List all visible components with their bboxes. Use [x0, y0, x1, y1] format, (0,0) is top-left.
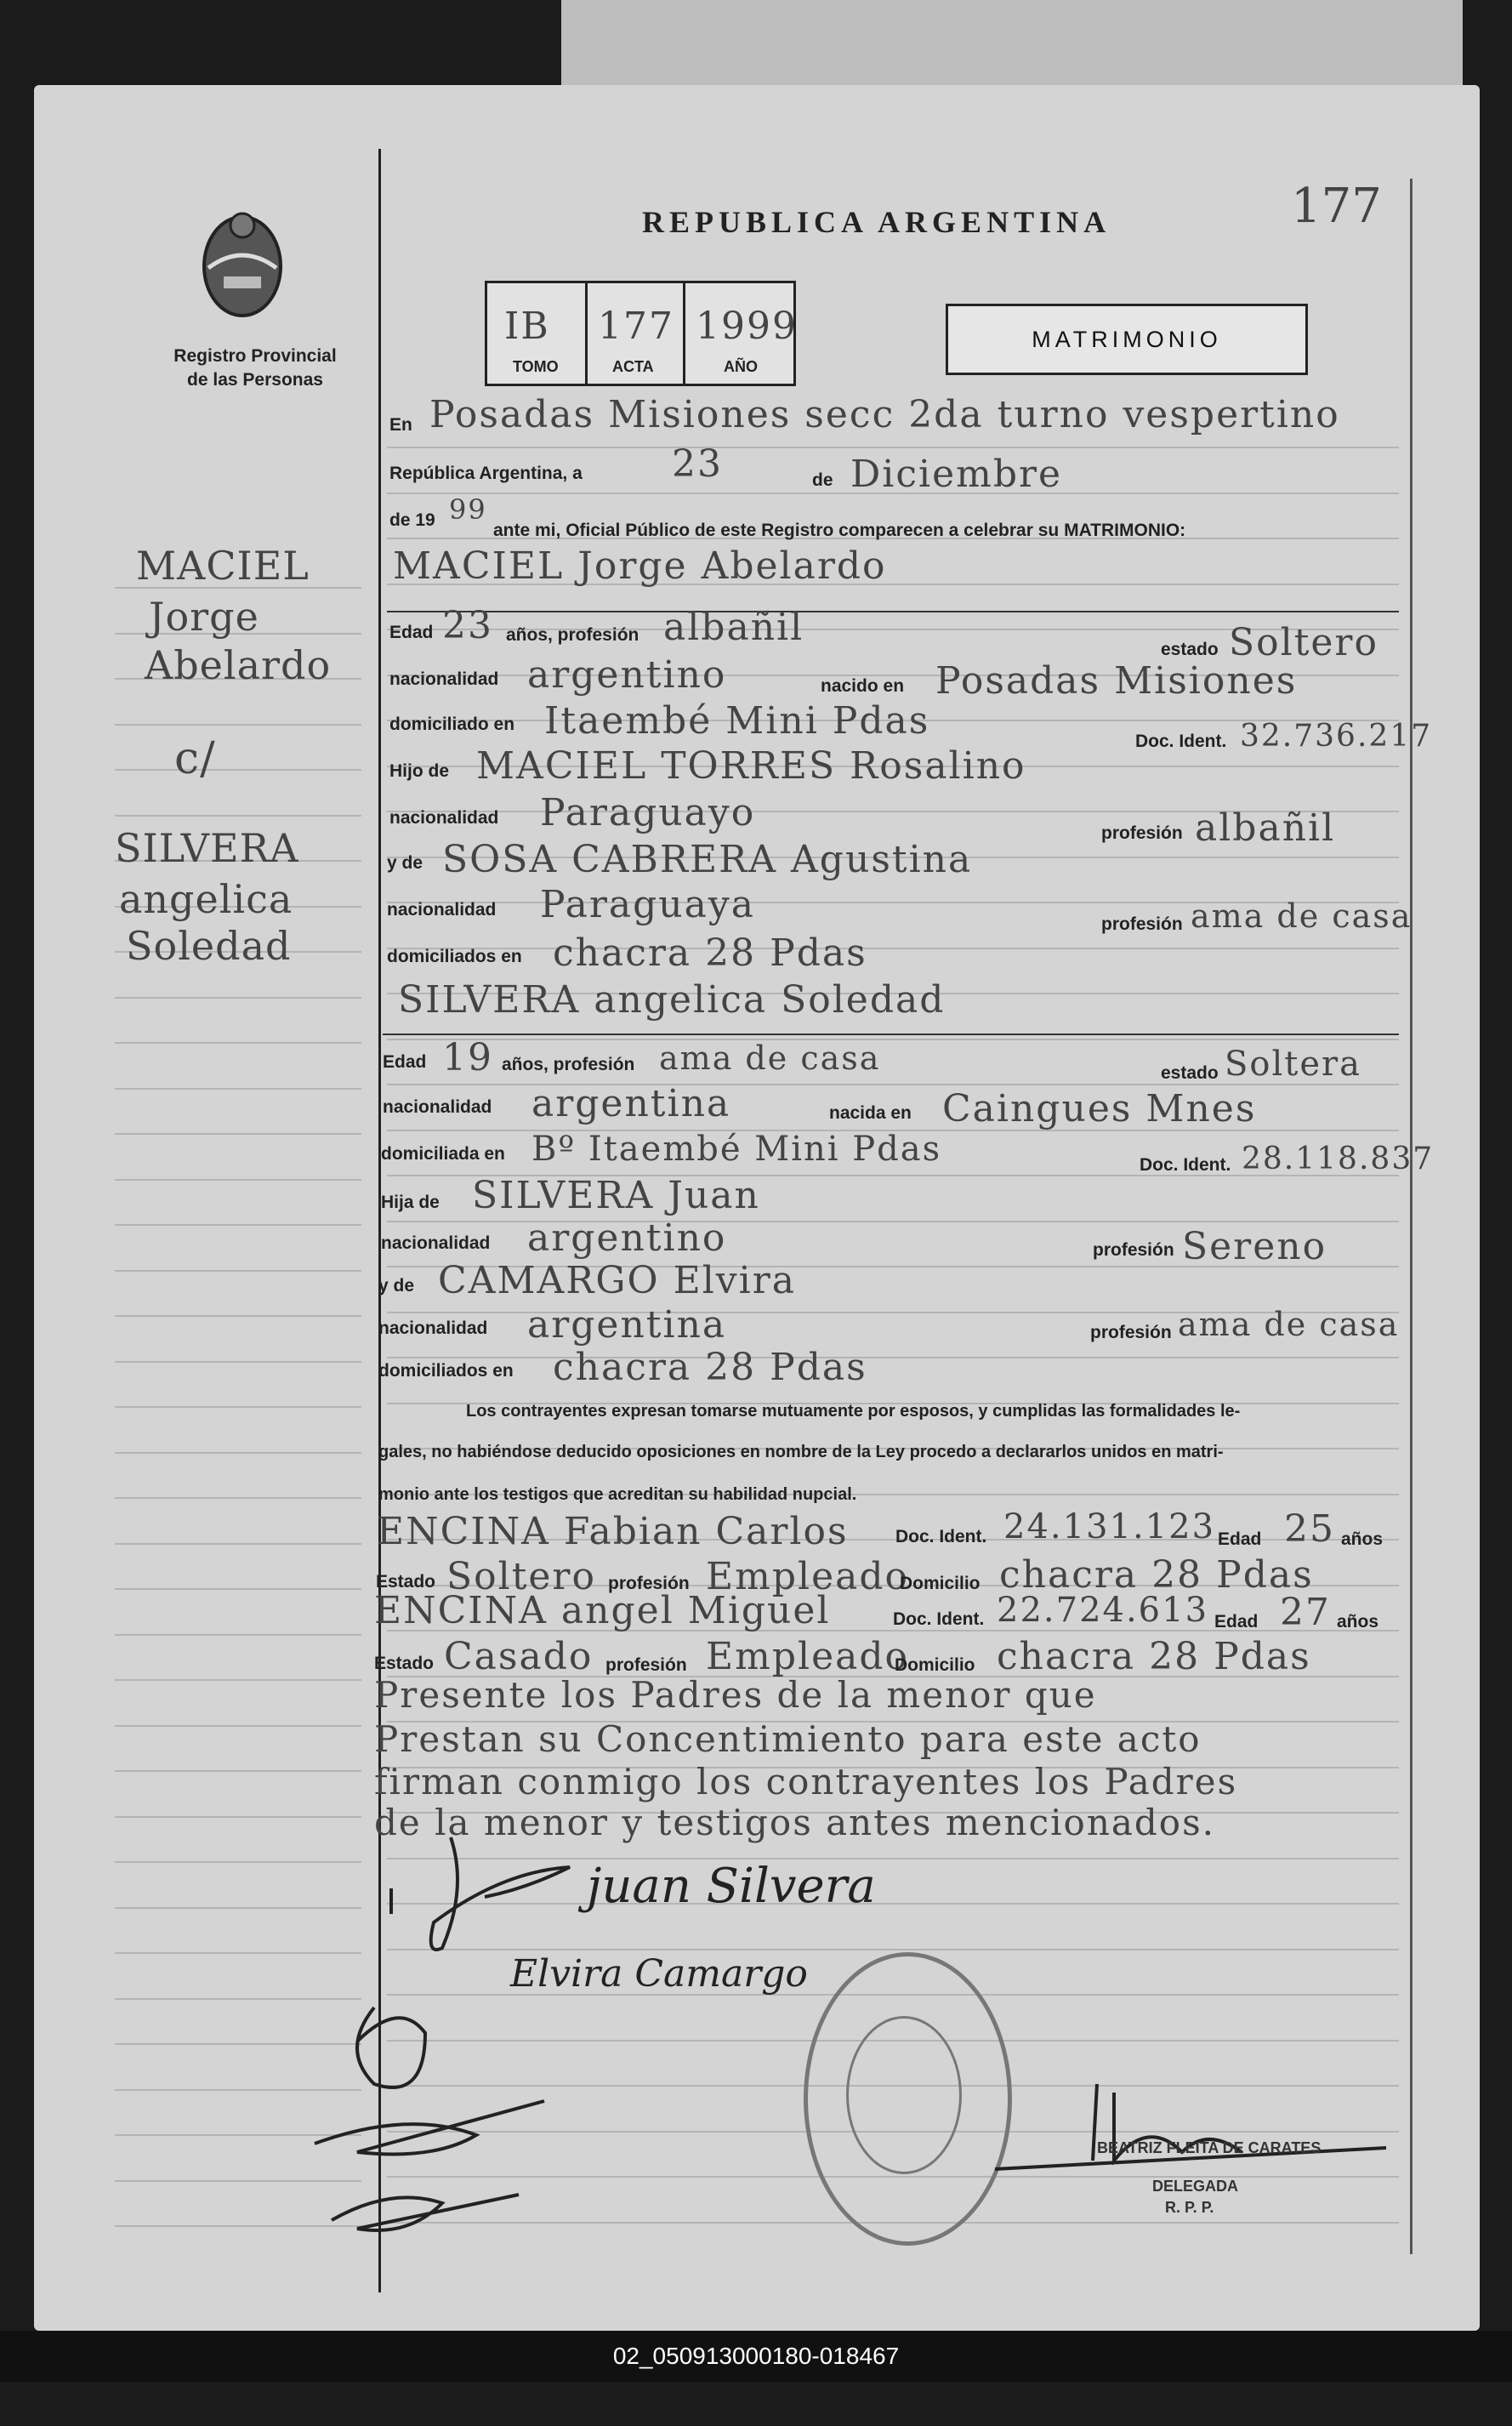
acta-label: ACTA [612, 358, 654, 375]
bride-mother-nationality: argentina [527, 1303, 727, 1347]
bride-father-nationality: argentino [527, 1216, 727, 1260]
margin-ruled-line [115, 1770, 361, 1772]
ruled-line [387, 1039, 1399, 1040]
signature-elvira: Elvira Camargo [510, 1952, 808, 1996]
margin-ruled-line [115, 769, 361, 771]
groom-hijo-label: Hijo de [389, 761, 450, 781]
margin-bride-middle: Soledad [126, 923, 292, 969]
witness-2-doc-label: Doc. Ident. [893, 1609, 985, 1629]
box-divider [585, 283, 588, 384]
groom-father-prof-label: profesión [1101, 823, 1183, 843]
bride-mother: CAMARGO Elvira [438, 1259, 796, 1302]
note-line-1: Presente los Padres de la menor que [374, 1674, 1097, 1716]
groom-father-nationality: Paraguayo [540, 791, 756, 834]
groom-dom-label: domiciliado en [389, 715, 515, 734]
margin-groom-first: Jorge [149, 594, 259, 640]
book-reference-box [485, 281, 796, 386]
witness-2-doc: 22.724.613 [997, 1591, 1209, 1630]
groom-doc-label: Doc. Ident. [1135, 732, 1227, 751]
groom-birthplace: Posadas Misiones [935, 659, 1298, 703]
note-line-4: de la menor y testigos antes mencionados. [374, 1802, 1215, 1843]
year-value: 99 [449, 493, 487, 526]
bride-profession: ama de casa [659, 1039, 881, 1077]
witness-1-name: ENCINA Fabian Carlos [377, 1510, 849, 1553]
scan-footer [0, 2331, 1512, 2382]
seal-inner-ring [846, 2016, 962, 2174]
declaration-line-1: Los contrayentes expresan tomarse mutuamente por esposos, y cumplidas las formalidades le- [466, 1402, 1241, 1421]
groom-father: MACIEL TORRES Rosalino [476, 744, 1026, 788]
margin-ruled-line [115, 1224, 361, 1226]
bride-estado: Soltera [1225, 1045, 1361, 1084]
margin-ruled-line [115, 1679, 361, 1681]
margin-groom-surname: MACIEL [136, 543, 310, 589]
country-title: REPUBLICA ARGENTINA [642, 205, 1111, 239]
bride-father-nac-label: nacionalidad [381, 1233, 491, 1253]
official-name: BEATRIZ FLEITA DE CARATES [1097, 2139, 1322, 2156]
place-value: Posadas Misiones secc 2da turno vespertino [429, 393, 1340, 436]
page-number: 177 [1291, 179, 1382, 234]
groom-father-profession: albañil [1195, 806, 1336, 850]
margin-conjunction: c/ [174, 733, 216, 784]
witness-2-address: chacra 28 Pdas [997, 1635, 1311, 1678]
note-line-3: firman conmigo los contrayentes los Padres [374, 1761, 1238, 1802]
bride-nacida-label: nacida en [829, 1103, 912, 1123]
margin-ruled-line [115, 1497, 361, 1499]
bride-father-profession: Sereno [1182, 1225, 1327, 1268]
bride-doc-label: Doc. Ident. [1140, 1155, 1231, 1175]
box-divider [683, 283, 685, 384]
groom-doms-label: domiciliados en [387, 947, 522, 966]
book-edge [561, 0, 1463, 94]
bride-anos-label: años, profesión [502, 1055, 635, 1074]
bride-dom-label: domiciliada en [381, 1144, 505, 1164]
groom-nationality: argentino [527, 653, 727, 697]
groom-age: 23 [442, 604, 493, 647]
tomo-value: IB [504, 305, 550, 348]
witness-1-doc-label: Doc. Ident. [895, 1527, 987, 1546]
margin-ruled-line [115, 1634, 361, 1636]
margin-ruled-line [115, 1088, 361, 1090]
registry-line-1: Registro Provincial [173, 346, 337, 366]
margin-ruled-line [115, 1861, 361, 1863]
witness-2-anos-label: años [1337, 1612, 1379, 1632]
groom-mother-nationality: Paraguaya [540, 883, 755, 926]
en-label: En [389, 415, 412, 435]
witness-2-estado-label: Estado [374, 1654, 435, 1673]
signature-group [306, 1982, 587, 2254]
groom-yde-label: y de [387, 853, 423, 873]
margin-ruled-line [115, 1270, 361, 1272]
witness-1-prof-label: profesión [608, 1574, 690, 1593]
record-type: MATRIMONIO [1032, 326, 1222, 352]
record-type-box [946, 304, 1308, 375]
witness-1-anos-label: años [1341, 1529, 1384, 1549]
witness-2-profession: Empleado [706, 1635, 910, 1678]
groom-father-nac-label: nacionalidad [389, 808, 499, 828]
witness-1-age: 25 [1284, 1507, 1335, 1551]
margin-ruled-line [115, 1952, 361, 1954]
witness-1-estado-label: Estado [376, 1572, 436, 1592]
margin-ruled-line [115, 1452, 361, 1454]
margin-bride-surname: SILVERA [115, 825, 299, 871]
bride-estado-label: estado [1161, 1063, 1219, 1083]
groom-parents-address: chacra 28 Pdas [553, 931, 867, 975]
bride-mother-profession: ama de casa [1178, 1306, 1400, 1343]
bride-birthplace: Caingues Mnes [942, 1087, 1257, 1130]
groom-nac-label: nacionalidad [389, 669, 499, 689]
margin-ruled-line [115, 1133, 361, 1135]
witness-1-estado: Soltero [446, 1555, 596, 1598]
groom-estado-label: estado [1161, 640, 1219, 659]
groom-mother-profession: ama de casa [1191, 897, 1413, 935]
signature-scribble [374, 1820, 587, 1965]
margin-ruled-line [115, 1042, 361, 1044]
groom-nacido-label: nacido en [821, 676, 905, 696]
margin-ruled-line [115, 1725, 361, 1727]
groom-mother-prof-label: profesión [1101, 914, 1183, 934]
right-border [1410, 179, 1413, 2254]
bride-doms-label: domiciliados en [378, 1361, 514, 1381]
declaration-line-3: monio ante los testigos que acreditan su habilidad nupcial. [378, 1485, 857, 1504]
witness-2-prof-label: profesión [605, 1655, 687, 1675]
ano-value: 1999 [696, 305, 798, 348]
registry-line-2: de las Personas [187, 370, 323, 390]
margin-ruled-line [115, 724, 361, 726]
groom-mother: SOSA CABRERA Agustina [442, 838, 973, 881]
bride-mother-prof-label: profesión [1090, 1323, 1172, 1342]
section-divider [383, 1034, 1399, 1035]
margin-ruled-line [115, 1315, 361, 1317]
bride-father: SILVERA Juan [472, 1174, 760, 1217]
bride-nationality: argentina [531, 1082, 731, 1125]
tomo-label: TOMO [513, 358, 559, 375]
day-value: 23 [672, 442, 723, 486]
groom-doc: 32.736.217 [1240, 719, 1433, 754]
bride-nac-label: nacionalidad [383, 1097, 492, 1117]
margin-ruled-line [115, 1406, 361, 1408]
official-signature [986, 2067, 1395, 2195]
witness-1-address: chacra 28 Pdas [999, 1553, 1314, 1597]
groom-anos-label: años, profesión [506, 625, 639, 645]
margin-groom-middle: Abelardo [145, 642, 332, 688]
de-label: de [812, 470, 833, 490]
signature-juan: juan Silvera [587, 1859, 876, 1914]
margin-ruled-line [115, 815, 361, 817]
margin-divider [378, 149, 381, 2292]
margin-ruled-line [115, 1179, 361, 1181]
ruled-line [387, 1357, 1399, 1358]
month-value: Diciembre [850, 453, 1063, 496]
witness-2-age: 27 [1280, 1591, 1331, 1634]
margin-ruled-line [115, 1543, 361, 1545]
bride-name: SILVERA angelica Soledad [398, 978, 946, 1022]
bride-address: Bº Itaembé Mini Pdas [531, 1130, 942, 1169]
margin-ruled-line [115, 1816, 361, 1818]
witness-1-profession: Empleado [706, 1555, 910, 1598]
ruled-line [387, 447, 1399, 448]
groom-edad-label: Edad [389, 623, 434, 642]
note-line-2: Prestan su Concentimiento para este acto [374, 1718, 1202, 1760]
comparecen-label: ante mi, Oficial Público de este Registro comparecen a celebrar su MATRIMONIO: [493, 521, 1186, 540]
bride-father-prof-label: profesión [1093, 1240, 1174, 1260]
official-title: DELEGADA [1152, 2178, 1239, 2195]
scan-id: 02_050913000180-018467 [0, 2331, 1512, 2382]
acta-value: 177 [598, 305, 674, 348]
ruled-line [387, 948, 1399, 949]
groom-address: Itaembé Mini Pdas [544, 699, 930, 743]
bride-doc: 28.118.837 [1242, 1142, 1435, 1176]
witness-2-name: ENCINA angel Miguel [374, 1589, 831, 1632]
bride-mother-nac-label: nacionalidad [378, 1318, 488, 1338]
bride-edad-label: Edad [383, 1052, 427, 1072]
witness-1-doc: 24.131.123 [1003, 1507, 1216, 1546]
bride-parents-address: chacra 28 Pdas [553, 1346, 867, 1389]
groom-mother-nac-label: nacionalidad [387, 900, 497, 920]
witness-2-edad-label: Edad [1214, 1612, 1259, 1632]
groom-profession: albañil [663, 606, 804, 649]
witness-2-dom-label: Domicilio [895, 1655, 975, 1675]
margin-bride-first: angelica [119, 876, 293, 922]
witness-2-estado: Casado [444, 1635, 594, 1678]
ano-label: AÑO [724, 358, 758, 375]
groom-estado: Soltero [1229, 621, 1378, 664]
coat-of-arms-icon [191, 208, 293, 327]
year-label: de 19 [389, 510, 435, 530]
margin-ruled-line [115, 997, 361, 999]
official-office: R. P. P. [1165, 2199, 1214, 2216]
bride-yde-label: y de [378, 1276, 415, 1296]
official-seal [804, 1952, 1012, 2246]
section-divider [387, 611, 1399, 612]
witness-1-dom-label: Domicilio [900, 1574, 981, 1593]
bride-age: 19 [442, 1036, 493, 1079]
margin-ruled-line [115, 1361, 361, 1363]
registry-name [162, 345, 349, 392]
bride-hija-label: Hija de [381, 1193, 440, 1212]
groom-name: MACIEL Jorge Abelardo [393, 544, 887, 588]
witness-1-edad-label: Edad [1218, 1529, 1262, 1549]
margin-ruled-line [115, 1588, 361, 1590]
declaration-line-2: gales, no habiéndose deducido oposiciones en nombre de la Ley procedo a declararlos unidos en matri- [378, 1443, 1224, 1461]
margin-ruled-line [115, 1907, 361, 1909]
republica-label: República Argentina, a [389, 464, 583, 483]
